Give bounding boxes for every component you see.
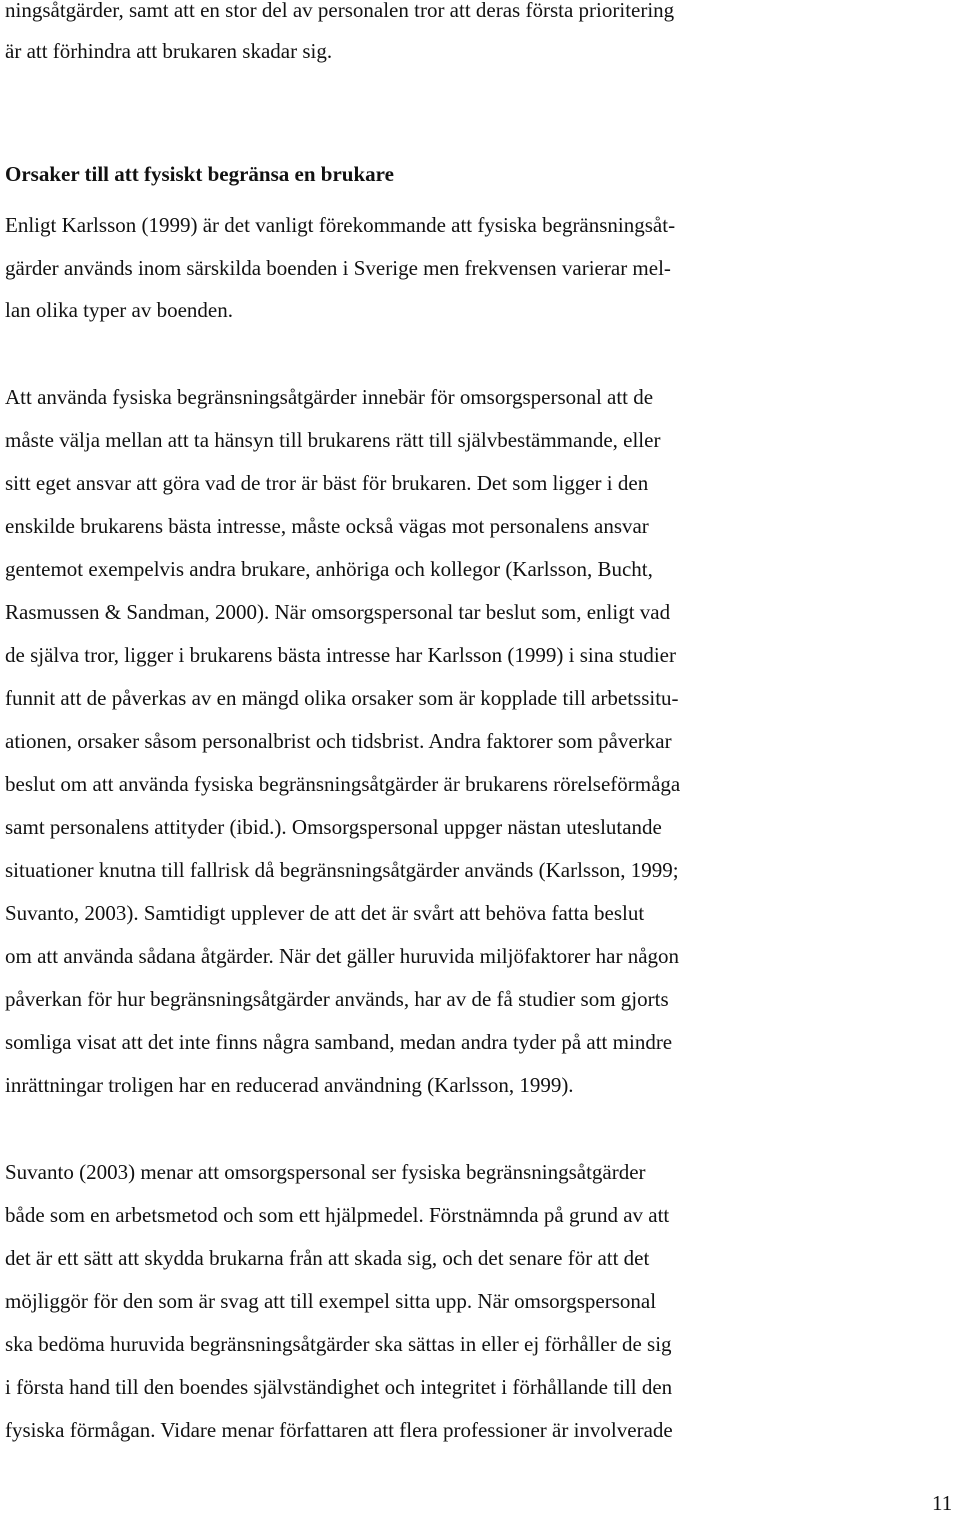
paragraph-2-line-14: om att använda sådana åtgärder. När det gäller huruvida miljöfaktorer har någon [5, 944, 680, 968]
page-number: 11 [932, 1491, 953, 1515]
paragraph-3-line-2: både som en arbetsmetod och som ett hjälpmedel. Förstnämnda på grund av att [5, 1203, 670, 1227]
paragraph-3-line-1: Suvanto (2003) menar att omsorgspersonal ser fysiska begränsningsåtgärder [5, 1160, 646, 1184]
paragraph-2-line-9: ationen, orsaker såsom personalbrist och tidsbrist. Andra faktorer som påverkar [5, 729, 672, 753]
paragraph-3-line-5: ska bedöma huruvida begränsningsåtgärder ska sättas in eller ej förhåller de sig [5, 1332, 672, 1356]
paragraph-2-line-17: inrättningar troligen har en reducerad användning (Karlsson, 1999). [5, 1073, 574, 1097]
paragraph-2-line-11: samt personalens attityder (ibid.). Omsorgspersonal uppger nästan uteslutande [5, 815, 662, 839]
paragraph-3-line-4: möjliggör för den som är svag att till exempel sitta upp. När omsorgspersonal [5, 1289, 657, 1313]
paragraph-2-line-10: beslut om att använda fysiska begränsningsåtgärder är brukarens rörelseförmåga [5, 772, 681, 796]
paragraph-2-line-12: situationer knutna till fallrisk då begränsningsåtgärder används (Karlsson, 1999; [5, 858, 679, 882]
paragraph-2-line-13: Suvanto, 2003). Samtidigt upplever de att det är svårt att behöva fatta beslut [5, 901, 645, 925]
section-line-1: Enligt Karlsson (1999) är det vanligt förekommande att fysiska begränsningsåt- [5, 213, 676, 237]
paragraph-2-line-5: gentemot exempelvis andra brukare, anhöriga och kollegor (Karlsson, Bucht, [5, 557, 653, 581]
section-heading: Orsaker till att fysiskt begränsa en brukare [5, 162, 394, 186]
paragraph-2-line-16: somliga visat att det inte finns några samband, medan andra tyder på att mindre [5, 1030, 673, 1054]
section-line-2: gärder används inom särskilda boenden i Sverige men frekvensen varierar mel- [5, 256, 671, 280]
paragraph-2-line-15: påverkan för hur begränsningsåtgärder används, har av de få studier som gjorts [5, 987, 669, 1011]
paragraph-2-line-3: sitt eget ansvar att göra vad de tror är bäst för brukaren. Det som ligger i den [5, 471, 649, 495]
intro-line-2: är att förhindra att brukaren skadar sig. [5, 39, 333, 63]
section-line-3: lan olika typer av boenden. [5, 298, 234, 322]
paragraph-3-line-3: det är ett sätt att skydda brukarna från att skada sig, och det senare för att det [5, 1246, 650, 1270]
paragraph-2-line-2: måste välja mellan att ta hänsyn till brukarens rätt till självbestämmande, eller [5, 428, 661, 452]
paragraph-3-line-7: fysiska förmågan. Vidare menar författaren att flera professioner är involverade [5, 1418, 673, 1442]
paragraph-2-line-8: funnit att de påverkas av en mängd olika orsaker som är kopplade till arbetssitu- [5, 686, 679, 710]
intro-line-1: ningsåtgärder, samt att en stor del av personalen tror att deras första prioritering [5, 0, 675, 22]
paragraph-2-line-1: Att använda fysiska begränsningsåtgärder innebär för omsorgspersonal att de [5, 385, 654, 409]
paragraph-3-line-6: i första hand till den boendes självständighet och integritet i förhållande till den [5, 1375, 673, 1399]
paragraph-2-line-4: enskilde brukarens bästa intresse, måste också vägas mot personalens ansvar [5, 514, 649, 538]
paragraph-2-line-6: Rasmussen & Sandman, 2000). När omsorgspersonal tar beslut som, enligt vad [5, 600, 671, 624]
paragraph-2-line-7: de själva tror, ligger i brukarens bästa intresse har Karlsson (1999) i sina studier [5, 643, 676, 667]
